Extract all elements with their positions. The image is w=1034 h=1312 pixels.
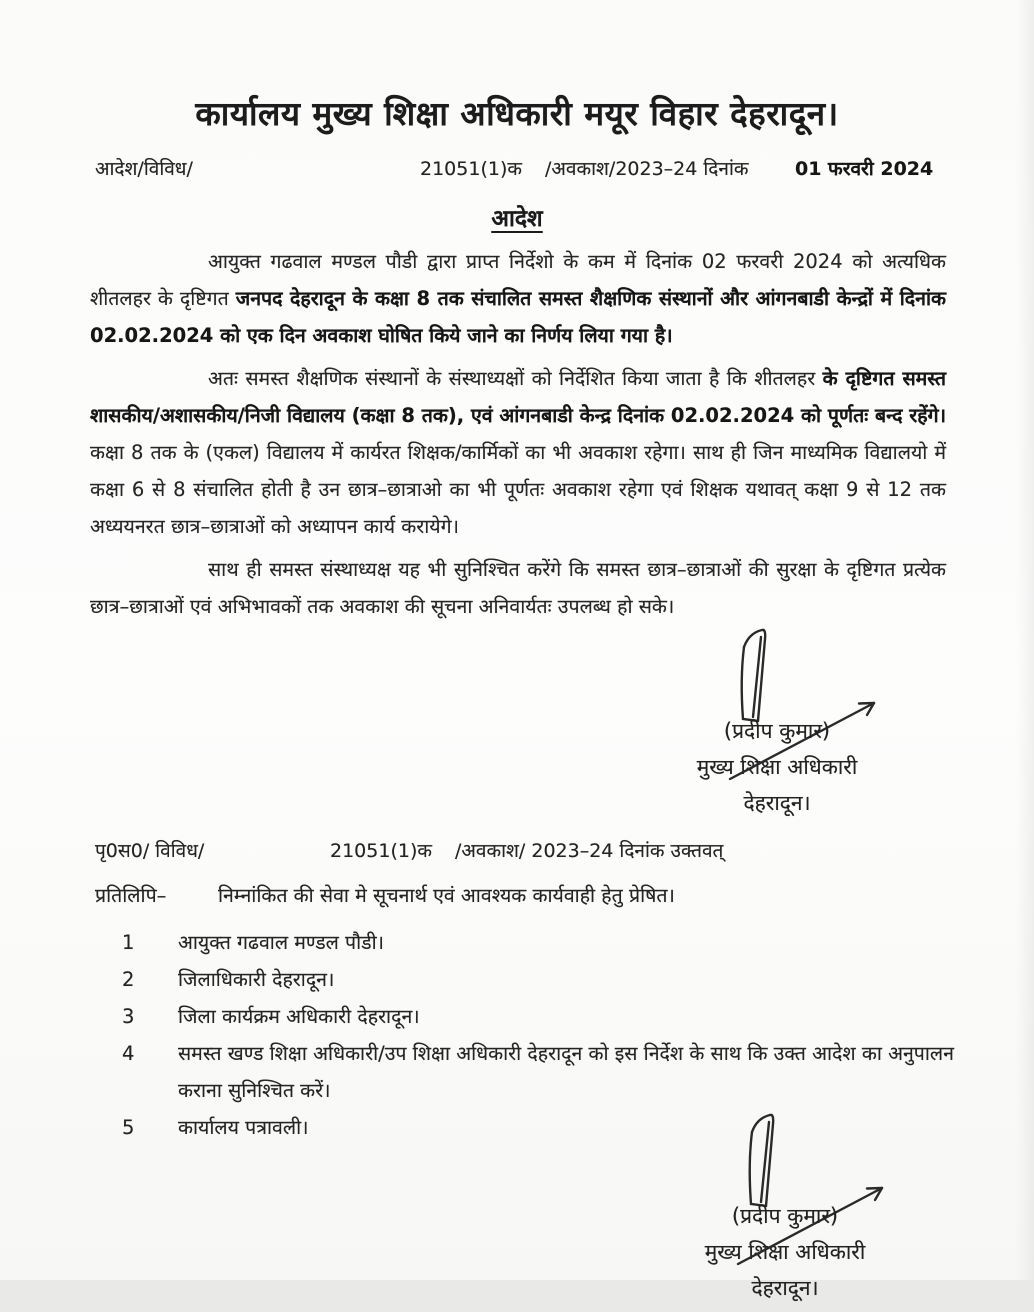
endorsement-subject: /अवकाश/ 2023–24 दिनांक उक्तवत्	[455, 840, 724, 862]
ref-subject: /अवकाश/2023–24 दिनांक	[545, 158, 749, 180]
list-item-text: जिलाधिकारी देहरादून।	[178, 968, 335, 991]
paragraph-2	[90, 360, 946, 545]
paragraph-1	[90, 243, 946, 354]
order-heading: आदेश	[491, 206, 543, 232]
paragraph-1-normal: आयुक्त गढवाल मण्डल पौडी द्वारा प्राप्त निर्देशो के कम में दिनांक 02 फरवरी 2024 को अत्यधिक शीतलहर के दृष्टिगत	[90, 250, 946, 310]
list-item-text: आयुक्त गढवाल मण्डल पौडी।	[178, 931, 385, 954]
page-title: कार्यालय मुख्य शिक्षा अधिकारी मयूर विहार देहरादून।	[195, 94, 839, 133]
signatory-name: (प्रदीप कुमार)	[723, 719, 831, 743]
list-item-text: कार्यालय पत्रावली।	[178, 1116, 309, 1139]
list-item-number: 1	[122, 931, 135, 954]
endorsement-number: 21051(1)क	[330, 840, 432, 862]
signature-block-top	[632, 713, 922, 821]
copy-recipient-list	[0, 924, 1034, 1146]
reference-line	[0, 155, 1034, 189]
list-item-number: 4	[122, 1042, 135, 1065]
paragraph-1-bold: जनपद देहरादून के कक्षा 8 तक संचालित समस्त शैक्षणिक संस्थानों और आंगनबाडी केन्द्रों में दिनांक 02.02.2024 को एक दिन अवकाश घोषित किये जाने का निर्णय लिया गया है।	[90, 287, 946, 347]
signatory-name: (प्रदीप कुमार)	[731, 1204, 839, 1228]
copy-intro-text: निम्नांकित की सेवा मे सूचनार्थ एवं आवश्यक कार्यवाही हेतु प्रेषित।	[218, 884, 675, 907]
paragraph-2-bold: के दृष्टिगत समस्त शासकीय/अशासकीय/निजी विद्यालय (कक्षा 8 तक), एवं आंगनबाडी केन्द्र दिनांक 02.02.2024 को पूर्णतः बन्द रहेंगे।	[90, 367, 946, 427]
list-item-number: 3	[122, 1005, 135, 1028]
ref-category: आदेश/विविध/	[95, 158, 193, 180]
list-item	[0, 1109, 1034, 1146]
signatory-role: मुख्य शिक्षा अधिकारी	[704, 1240, 866, 1264]
endorsement-category: पृ0स0/ विविध/	[95, 840, 205, 862]
list-item	[0, 961, 1034, 998]
list-item-text: जिला कार्यक्रम अधिकारी देहरादून।	[178, 1005, 420, 1028]
signatory-place: देहरादून।	[751, 1276, 819, 1300]
endorsement-line	[0, 837, 1034, 871]
paragraph-3: साथ ही समस्त संस्थाध्यक्ष यह भी सुनिश्चित करेंगे कि समस्त छात्र–छात्राओं की सुरक्षा के दृष्टिगत प्रत्येक छात्र–छात्राओं एवं अभिभावकों तक अवकाश की सूचना अनिवार्यतः उपलब्ध हो सके।	[90, 558, 946, 618]
list-item	[0, 1035, 1034, 1109]
list-item	[0, 924, 1034, 961]
order-body	[90, 243, 946, 625]
signatory-place: देहरादून।	[743, 791, 811, 815]
list-item	[0, 998, 1034, 1035]
list-item-number: 5	[122, 1116, 135, 1139]
list-item-text: समस्त खण्ड शिक्षा अधिकारी/उप शिक्षा अधिकारी देहरादून को इस निर्देश के साथ कि उक्त आदेश का अनुपालन कराना सुनिश्चित करें।	[178, 1042, 954, 1102]
copy-intro-line	[0, 877, 1034, 914]
signatory-role: मुख्य शिक्षा अधिकारी	[696, 755, 858, 779]
ref-number: 21051(1)क	[420, 158, 522, 180]
signature-block-bottom	[640, 1198, 930, 1306]
paragraph-2-normal-2: कक्षा 8 तक के (एकल) विद्यालय में कार्यरत शिक्षक/कार्मिकों का भी अवकाश रहेगा। साथ ही जिन माध्यमिक विद्यालयो में कक्षा 6 से 8 संचालित होती है उन छात्र–छात्राओ का भी पूर्णतः अवकाश रहेगा एवं शिक्षक यथावत् कक्षा 9 से 12 तक अध्ययनरत छात्र–छात्राओं को अध्यापन कार्य करायेगे।	[90, 441, 946, 538]
paragraph-2-normal-1: अतः समस्त शैक्षणिक संस्थानों के संस्थाध्यक्षों को निर्देशित किया जाता है कि शीतलहर	[208, 367, 823, 390]
ref-date: 01 फरवरी 2024	[795, 158, 934, 180]
copy-label: प्रतिलिपि–	[95, 884, 167, 907]
list-item-number: 2	[122, 968, 135, 991]
